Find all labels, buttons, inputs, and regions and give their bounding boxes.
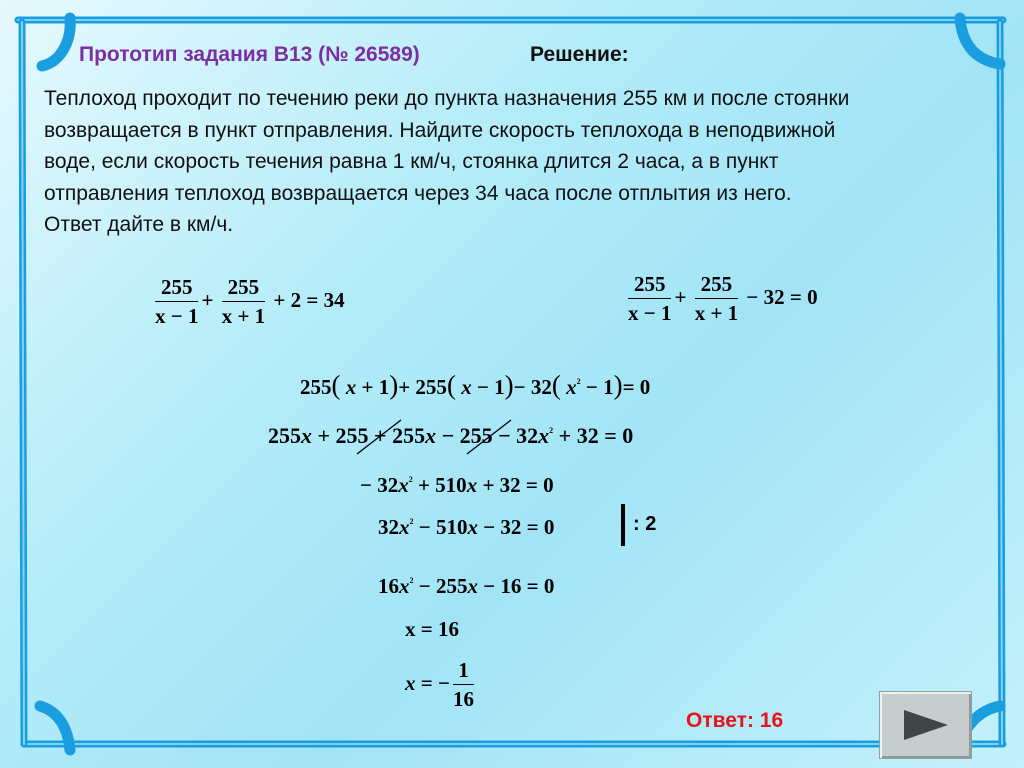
eq1-den-1: x − 1 (155, 304, 199, 328)
equation-3: 255( x + 1)+ 255( x − 1)− 32( $x^2 - 1)= 0$ (300, 370, 651, 400)
problem-text (44, 83, 1024, 241)
divide-by-2-label: : 2 (633, 513, 657, 535)
equation-5: − $32x^2 + 510x + 32 = 0$ (360, 473, 554, 497)
problem-line: воде, если скорость течения равна 1 км/ч, стоянка длится 2 часа, а в пункт (44, 150, 779, 173)
eq2-den-1: x − 1 (628, 301, 672, 325)
problem-line: Ответ дайте в км/ч. (44, 213, 234, 236)
slide-title: Прототип задания B13 (№ 26589) (79, 43, 420, 66)
eq1-den-2: x + 1 (221, 304, 266, 328)
divide-bar (621, 504, 625, 546)
solution-label: Решение: (530, 43, 629, 66)
root-2-den: 16 (452, 687, 474, 711)
root-2-num: 1 (453, 658, 474, 685)
root-2: x = − $\frac{1}{16}$ (405, 658, 474, 711)
eq1-num-1: 255 (155, 275, 198, 302)
problem-line: отправления теплоход возвращается через 34 часа после отплытия из него. (44, 181, 792, 205)
equation-7: $16x^2 - 255x - 16 = 0$ (378, 574, 555, 598)
answer-text: Ответ: 16 (686, 709, 784, 732)
next-slide-button[interactable] (879, 691, 972, 759)
cancel-strikes (355, 418, 515, 458)
eq1-num-2: 255 (222, 275, 265, 302)
problem-line: Теплоход проходит по течению реки до пункта назначения 255 км и после стоянки (44, 87, 850, 110)
equation-6: $32x^2 - 510x - 32 = 0$ (378, 515, 555, 539)
play-triangle-icon (901, 708, 951, 742)
eq2-tail: − 32 = 0 (746, 284, 818, 309)
equation-4: $255x + 255 + 255x - 255 - 32x^2 + 32 = 0$ (268, 423, 634, 448)
root-1: x = 16 (405, 617, 459, 641)
eq2-num-1: 255 (628, 272, 671, 299)
eq2-num-2: 255 (695, 272, 738, 299)
equation-2: $\frac{255}{x - 1}$ + $\frac{255}{x + 1}$ − 32 = 0 (628, 272, 818, 325)
eq2-den-2: x + 1 (694, 301, 739, 325)
eq1-tail: + 2 = 34 (273, 287, 345, 312)
equation-1: $\frac{255}{x - 1}$ + $\frac{255}{x + 1}$ + 2 = 34 (155, 275, 345, 328)
problem-line: возвращается в пункт отправления. Найдите скорость теплохода в неподвижной (44, 118, 836, 142)
